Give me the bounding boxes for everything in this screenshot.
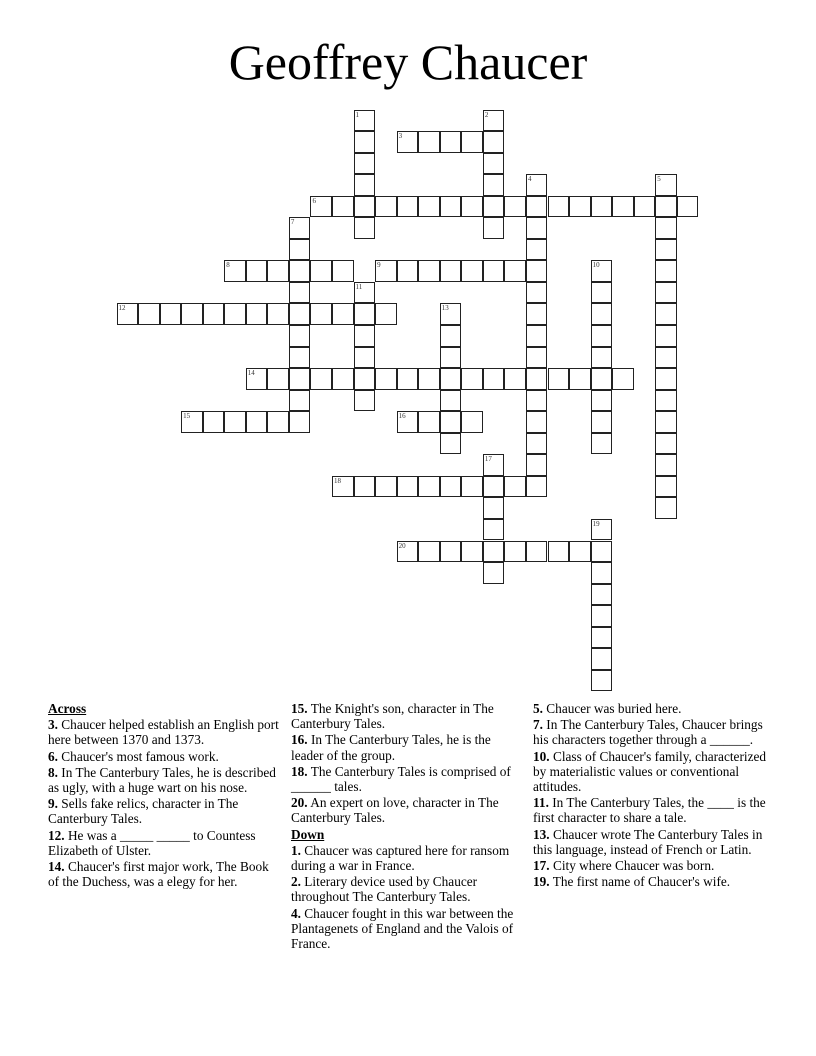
clue-down-17 — [533, 858, 771, 873]
grid-cell[interactable] — [289, 411, 311, 433]
grid-cell[interactable] — [526, 282, 548, 304]
grid-cell[interactable] — [418, 411, 440, 433]
down-heading: Down — [291, 826, 325, 842]
grid-cell[interactable] — [418, 541, 440, 563]
grid-cell[interactable] — [375, 196, 397, 218]
clue-text: An expert on love, character in The Canterbury Tales. — [291, 795, 499, 826]
grid-cell[interactable] — [655, 411, 677, 433]
grid-cell[interactable] — [160, 303, 182, 325]
clue-down-13 — [533, 827, 771, 857]
clue-text: Chaucer wrote The Canterbury Tales in this language, instead of French or Latin. — [533, 826, 763, 857]
clue-text: Chaucer's most famous work. — [57, 748, 219, 764]
grid-cell[interactable] — [440, 347, 462, 369]
grid-cell[interactable] — [332, 476, 354, 498]
cell-number: 9 — [377, 261, 381, 270]
grid-cell[interactable] — [526, 196, 548, 218]
grid-cell[interactable] — [483, 131, 505, 153]
grid-cell[interactable] — [483, 476, 505, 498]
grid-cell[interactable] — [591, 390, 613, 412]
clue-down-4 — [291, 906, 521, 952]
clue-number: 4. — [291, 905, 301, 921]
clue-number: 19. — [533, 874, 550, 890]
grid-cell[interactable] — [246, 303, 268, 325]
grid-cell[interactable] — [655, 303, 677, 325]
clue-text: City where Chaucer was born. — [549, 858, 715, 874]
clue-across-9 — [48, 796, 283, 826]
cell-number: 14 — [247, 369, 255, 378]
clue-across-16 — [291, 732, 521, 762]
grid-cell[interactable] — [354, 110, 376, 132]
clue-text: The first name of Chaucer's wife. — [549, 874, 731, 890]
clue-across-14 — [48, 859, 283, 889]
grid-cell[interactable] — [655, 325, 677, 347]
grid-cell[interactable] — [310, 196, 332, 218]
grid-cell[interactable] — [354, 476, 376, 498]
grid-cell[interactable] — [461, 196, 483, 218]
grid-cell[interactable] — [677, 196, 699, 218]
grid-cell[interactable] — [354, 131, 376, 153]
grid-cell[interactable] — [591, 303, 613, 325]
grid-cell[interactable] — [289, 217, 311, 239]
grid-cell[interactable] — [655, 174, 677, 196]
grid-cell[interactable] — [354, 303, 376, 325]
grid-cell[interactable] — [483, 217, 505, 239]
grid-cell[interactable] — [267, 411, 289, 433]
clues-column-1 — [48, 701, 283, 890]
grid-cell[interactable] — [591, 325, 613, 347]
grid-cell[interactable] — [655, 239, 677, 261]
clue-number: 8. — [48, 764, 58, 780]
cell-number: 19 — [592, 519, 600, 528]
grid-cell[interactable] — [246, 368, 268, 390]
grid-cell[interactable] — [418, 476, 440, 498]
grid-cell[interactable] — [267, 368, 289, 390]
grid-cell[interactable] — [526, 390, 548, 412]
grid-cell[interactable] — [354, 174, 376, 196]
grid-cell[interactable] — [397, 260, 419, 282]
clue-number: 18. — [291, 763, 308, 779]
grid-cell[interactable] — [591, 541, 613, 563]
grid-cell[interactable] — [483, 562, 505, 584]
grid-cell[interactable] — [655, 347, 677, 369]
grid-cell[interactable] — [655, 368, 677, 390]
clue-text: Chaucer was captured here for ransom during a war in France. — [291, 842, 510, 874]
grid-cell[interactable] — [354, 325, 376, 347]
grid-cell[interactable] — [483, 196, 505, 218]
grid-cell[interactable] — [440, 368, 462, 390]
clue-text: He was a _____ _____ to Countess Elizabeth of Ulster. — [48, 827, 256, 858]
clue-across-3 — [48, 717, 283, 747]
cell-number: 13 — [441, 304, 449, 313]
grid-cell[interactable] — [526, 174, 548, 196]
grid-cell[interactable] — [483, 541, 505, 563]
grid-cell[interactable] — [397, 196, 419, 218]
grid-cell[interactable] — [655, 282, 677, 304]
grid-cell[interactable] — [375, 260, 397, 282]
grid-cell[interactable] — [483, 260, 505, 282]
cell-number: 2 — [484, 110, 489, 119]
grid-cell[interactable] — [397, 476, 419, 498]
grid-cell[interactable] — [461, 476, 483, 498]
cell-number: 18 — [334, 476, 341, 485]
grid-cell[interactable] — [526, 239, 548, 261]
grid-cell[interactable] — [203, 411, 225, 433]
grid-cell[interactable] — [591, 282, 613, 304]
clue-number: 6. — [48, 748, 58, 764]
grid-cell[interactable] — [526, 303, 548, 325]
clue-text: The Knight's son, character in The Canterbury Tales. — [291, 701, 494, 732]
clue-number: 16. — [291, 732, 308, 748]
grid-cell[interactable] — [440, 390, 462, 412]
clue-down-11 — [533, 795, 771, 825]
grid-cell[interactable] — [483, 153, 505, 175]
grid-cell[interactable] — [224, 303, 246, 325]
grid-cell[interactable] — [655, 390, 677, 412]
grid-cell[interactable] — [354, 153, 376, 175]
clue-text: Literary device used by Chaucer throughout The Canterbury Tales. — [291, 874, 478, 905]
clue-text: Sells fake relics, character in The Canterbury Tales. — [48, 796, 239, 827]
grid-cell[interactable] — [504, 368, 526, 390]
grid-cell[interactable] — [440, 260, 462, 282]
grid-cell[interactable] — [354, 390, 376, 412]
clue-across-18 — [291, 764, 521, 794]
grid-cell[interactable] — [289, 368, 311, 390]
clue-number: 20. — [291, 795, 308, 811]
grid-cell[interactable] — [440, 325, 462, 347]
grid-cell[interactable] — [375, 476, 397, 498]
clue-text: Chaucer helped establish an English port here between 1370 and 1373. — [48, 717, 279, 748]
clue-across-12 — [48, 828, 283, 858]
grid-cell[interactable] — [375, 303, 397, 325]
grid-cell[interactable] — [310, 260, 332, 282]
grid-cell[interactable] — [397, 411, 419, 433]
grid-cell[interactable] — [354, 196, 376, 218]
grid-cell[interactable] — [483, 497, 505, 519]
grid-cell[interactable] — [246, 260, 268, 282]
grid-cell[interactable] — [440, 411, 462, 433]
clue-number: 9. — [48, 796, 58, 812]
clues-column-3 — [533, 701, 771, 890]
grid-cell[interactable] — [418, 131, 440, 153]
grid-cell[interactable] — [246, 411, 268, 433]
grid-cell[interactable] — [267, 260, 289, 282]
grid-cell[interactable] — [461, 541, 483, 563]
clue-text: In The Canterbury Tales, the ____ is the first character to share a tale. — [533, 795, 766, 826]
grid-cell[interactable] — [289, 390, 311, 412]
cell-number: 3 — [398, 132, 403, 141]
grid-cell[interactable] — [354, 217, 376, 239]
grid-cell[interactable] — [310, 368, 332, 390]
grid-cell[interactable] — [354, 368, 376, 390]
grid-cell[interactable] — [418, 196, 440, 218]
cell-number: 1 — [355, 110, 360, 119]
grid-cell[interactable] — [526, 433, 548, 455]
clue-number: 5. — [533, 701, 543, 716]
clue-text: Chaucer was buried here. — [542, 701, 682, 716]
across-heading: Across — [48, 701, 87, 716]
cell-number: 17 — [484, 455, 492, 464]
clue-number: 3. — [48, 717, 58, 733]
clue-down-1 — [291, 843, 521, 873]
grid-cell[interactable] — [655, 196, 677, 218]
grid-cell[interactable] — [440, 476, 462, 498]
grid-cell[interactable] — [289, 282, 311, 304]
clue-number: 12. — [48, 827, 65, 843]
clue-text: In The Canterbury Tales, he is described as ugly, with a huge wart on his nose. — [48, 764, 276, 796]
cell-number: 5 — [657, 175, 661, 184]
grid-cell[interactable] — [397, 541, 419, 563]
cell-number: 16 — [398, 412, 406, 421]
grid-cell[interactable] — [504, 196, 526, 218]
grid-cell[interactable] — [483, 368, 505, 390]
grid-cell[interactable] — [461, 411, 483, 433]
grid-cell[interactable] — [591, 648, 613, 670]
clue-across-20 — [291, 795, 521, 825]
grid-cell[interactable] — [569, 541, 591, 563]
grid-cell[interactable] — [440, 196, 462, 218]
clue-across-15 — [291, 701, 521, 731]
grid-cell[interactable] — [397, 368, 419, 390]
clue-down-7 — [533, 717, 771, 747]
grid-cell[interactable] — [526, 347, 548, 369]
grid-cell[interactable] — [548, 541, 570, 563]
grid-cell[interactable] — [440, 131, 462, 153]
clue-number: 13. — [533, 826, 550, 842]
cell-number: 12 — [118, 304, 126, 313]
grid-cell[interactable] — [548, 368, 570, 390]
clue-number: 10. — [533, 748, 550, 764]
cell-number: 7 — [290, 218, 295, 227]
grid-cell[interactable] — [612, 368, 634, 390]
grid-cell[interactable] — [354, 282, 376, 304]
clue-number: 15. — [291, 701, 308, 716]
cell-number: 11 — [355, 282, 363, 291]
grid-cell[interactable] — [504, 541, 526, 563]
grid-cell[interactable] — [526, 325, 548, 347]
clue-number: 11. — [533, 795, 549, 811]
clue-down-5 — [533, 701, 771, 716]
grid-cell[interactable] — [483, 110, 505, 132]
clue-number: 14. — [48, 859, 65, 875]
grid-cell[interactable] — [655, 217, 677, 239]
grid-cell[interactable] — [591, 584, 613, 606]
grid-cell[interactable] — [289, 347, 311, 369]
grid-cell[interactable] — [289, 239, 311, 261]
clue-text: Chaucer's first major work, The Book of the Duchess, was a elegy for her. — [48, 859, 269, 890]
clue-number: 2. — [291, 874, 301, 890]
grid-cell[interactable] — [138, 303, 160, 325]
cell-number: 20 — [398, 541, 406, 550]
grid-cell[interactable] — [483, 519, 505, 541]
grid-cell[interactable] — [655, 454, 677, 476]
grid-cell[interactable] — [224, 260, 246, 282]
clue-text: Chaucer fought in this war between the Plantagenets of England and the Valois of France. — [291, 905, 514, 952]
grid-cell[interactable] — [440, 303, 462, 325]
grid-cell[interactable] — [203, 303, 225, 325]
clue-down-2 — [291, 874, 521, 904]
grid-cell[interactable] — [181, 411, 203, 433]
grid-cell[interactable] — [591, 605, 613, 627]
grid-cell[interactable] — [655, 433, 677, 455]
clue-text: In The Canterbury Tales, he is the leader of the group. — [291, 732, 491, 763]
clue-number: 7. — [533, 717, 543, 733]
grid-cell[interactable] — [591, 260, 613, 282]
grid-cell[interactable] — [461, 368, 483, 390]
grid-cell[interactable] — [440, 433, 462, 455]
grid-cell[interactable] — [289, 303, 311, 325]
grid-cell[interactable] — [461, 131, 483, 153]
grid-cell[interactable] — [418, 368, 440, 390]
grid-cell[interactable] — [526, 454, 548, 476]
grid-cell[interactable] — [591, 670, 613, 692]
grid-cell[interactable] — [548, 196, 570, 218]
cell-number: 10 — [592, 261, 600, 270]
grid-cell[interactable] — [526, 217, 548, 239]
grid-cell[interactable] — [591, 627, 613, 649]
cell-number: 6 — [312, 196, 316, 205]
puzzle-title: Geoffrey Chaucer — [228, 34, 588, 90]
grid-cell[interactable] — [332, 196, 354, 218]
clue-number: 1. — [291, 842, 301, 858]
grid-cell[interactable] — [332, 260, 354, 282]
grid-cell[interactable] — [591, 347, 613, 369]
clues-column-2 — [291, 701, 521, 952]
grid-cell[interactable] — [655, 260, 677, 282]
grid-cell[interactable] — [418, 260, 440, 282]
grid-cell[interactable] — [591, 196, 613, 218]
grid-cell[interactable] — [267, 303, 289, 325]
grid-cell[interactable] — [526, 411, 548, 433]
grid-cell[interactable] — [591, 562, 613, 584]
grid-cell[interactable] — [117, 303, 139, 325]
grid-cell[interactable] — [504, 260, 526, 282]
grid-cell[interactable] — [461, 260, 483, 282]
grid-cell[interactable] — [289, 325, 311, 347]
grid-cell[interactable] — [483, 174, 505, 196]
grid-cell[interactable] — [655, 476, 677, 498]
grid-cell[interactable] — [569, 368, 591, 390]
grid-cell[interactable] — [397, 131, 419, 153]
clue-text: In The Canterbury Tales, Chaucer brings his characters together through a ______. — [533, 717, 763, 748]
grid-cell[interactable] — [440, 541, 462, 563]
grid-cell[interactable] — [591, 368, 613, 390]
grid-cell[interactable] — [310, 303, 332, 325]
grid-cell[interactable] — [181, 303, 203, 325]
grid-cell[interactable] — [634, 196, 656, 218]
crossword-grid — [117, 110, 717, 700]
grid-cell[interactable] — [591, 519, 613, 541]
grid-cell[interactable] — [483, 454, 505, 476]
grid-cell[interactable] — [526, 541, 548, 563]
grid-cell[interactable] — [224, 411, 246, 433]
grid-cell[interactable] — [375, 368, 397, 390]
grid-cell[interactable] — [569, 196, 591, 218]
clue-text: Class of Chaucer's family, characterized by materialistic values or conventional attitudes. — [533, 748, 767, 795]
grid-cell[interactable] — [526, 260, 548, 282]
grid-cell[interactable] — [504, 476, 526, 498]
grid-cell[interactable] — [289, 260, 311, 282]
grid-cell[interactable] — [526, 368, 548, 390]
clue-across-6 — [48, 749, 283, 764]
grid-cell[interactable] — [332, 368, 354, 390]
clue-number: 17. — [533, 858, 550, 874]
grid-cell[interactable] — [354, 347, 376, 369]
clue-across-8 — [48, 765, 283, 795]
grid-cell[interactable] — [612, 196, 634, 218]
grid-cell[interactable] — [332, 303, 354, 325]
clue-down-10 — [533, 749, 771, 795]
grid-cell[interactable] — [655, 497, 677, 519]
clue-text: The Canterbury Tales is comprised of ______ tales. — [291, 763, 511, 795]
clue-down-19 — [533, 874, 771, 889]
cell-number: 4 — [527, 175, 532, 184]
grid-cell[interactable] — [526, 476, 548, 498]
grid-cell[interactable] — [591, 433, 613, 455]
grid-cell[interactable] — [591, 411, 613, 433]
cell-number: 8 — [226, 261, 230, 270]
cell-number: 15 — [183, 412, 191, 421]
